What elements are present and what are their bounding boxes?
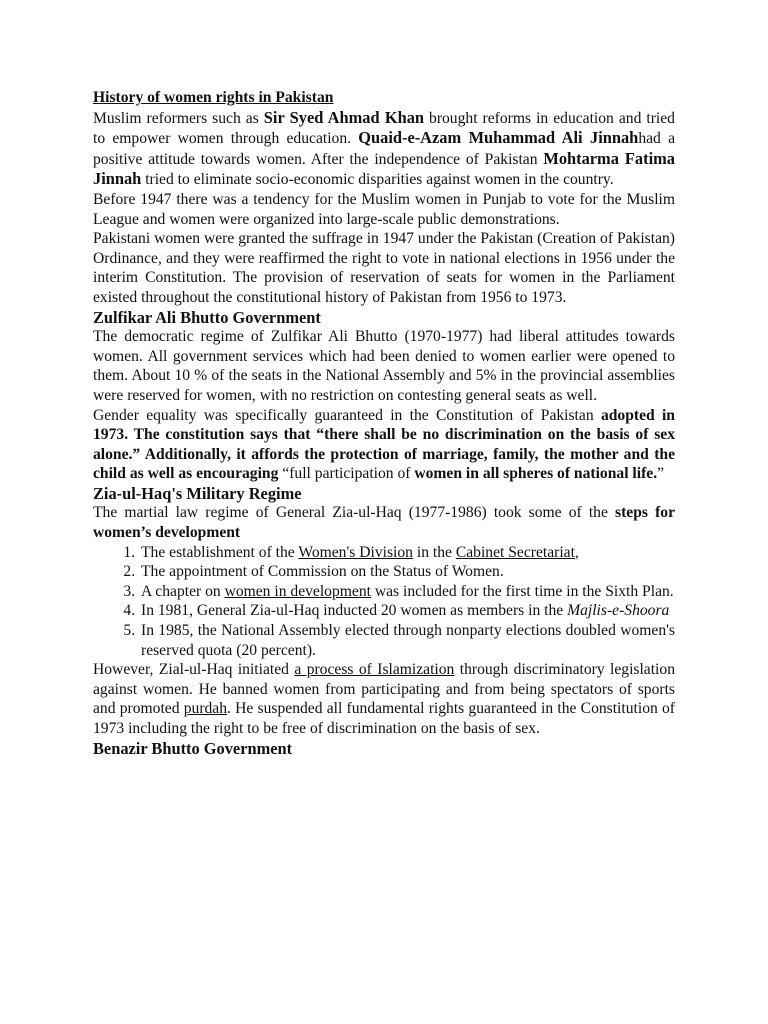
list-item: [139, 582, 675, 602]
text: Muslim reformers such as: [93, 109, 264, 127]
paragraph-before-1947: Before 1947 there was a tendency for the Muslim women in Punjab to vote for the Muslim League and women were organized into large-scale public demonstrations.: [93, 190, 675, 228]
text: tried to eliminate socio-economic disparities against women in the country.: [141, 171, 614, 189]
name-jinnah: Quaid-e-Azam Muhammad Ali Jinnah: [358, 128, 639, 148]
document-page: [93, 88, 675, 758]
heading-bhutto: Zulfikar Ali Bhutto Government: [93, 307, 321, 327]
text: “full participation of: [278, 465, 415, 483]
text: . He suspended all fundamental rights guaranteed in the Constitution of 1973 including the right to be free of discrimination on the basis of sex.: [93, 700, 675, 737]
text: Gender equality was specifically guaranteed in the Constitution of Pakistan: [93, 406, 601, 424]
paragraph-islamization: [93, 660, 675, 738]
list-item: 2. The appointment of Commission on the Status of Women.: [139, 562, 675, 582]
zia-steps-list: [93, 543, 675, 661]
heading-benazir: Benazir Bhutto Government: [93, 738, 293, 758]
list-item: [139, 543, 675, 563]
text: had a positive attitude towards women. After the independence of Pakistan: [93, 130, 675, 168]
paragraph-reformers: [93, 108, 675, 190]
text: However, Zial-ul-Haq initiated: [93, 661, 295, 679]
text: In 1981, General Zia-ul-Haq inducted 20 women as members in the: [141, 602, 568, 620]
constitution-quote: adopted in 1973. The constitution says that “there shall be no discrimination on the basis of sex alone.” Additionally, it affords the protection of marriage, family, the mother and the child as well as encouraging: [93, 406, 675, 483]
name-sir-syed: Sir Syed Ahmad Khan: [263, 107, 424, 127]
list-item: 5. In 1985, the National Assembly elected through nonparty elections doubled women's reserved quota (20 percent).: [139, 621, 675, 660]
text: was included for the first time in the Sixth Plan.: [370, 582, 674, 600]
link-islamization[interactable]: a process of Islamization: [294, 661, 455, 679]
link-women-in-development[interactable]: women in development: [224, 582, 371, 600]
heading-history-text: History of women rights in Pakistan: [93, 89, 334, 106]
text: The establishment of the: [141, 543, 299, 561]
paragraph-bhutto-regime: The democratic regime of Zulfikar Ali Bhutto (1970-1977) had liberal attitudes towards women. All government services which had been denied to women earlier were opened to them. About 10 % of the seats in the National Assembly and 5% in the provincial assemblies were reserved for women, with no restriction on contesting general seats as well.: [93, 328, 675, 404]
list-item: [139, 601, 675, 621]
text: ”: [657, 465, 665, 483]
paragraph-gender-equality: [93, 406, 675, 484]
link-purdah[interactable]: purdah: [183, 700, 228, 718]
text: ,: [574, 543, 579, 561]
paragraph-suffrage: Pakistani women were granted the suffrage in 1947 under the Pakistan (Creation of Pakistan) Ordinance, and they were reaffirmed the right to vote in national elections in 1956 under the interim Constitution. The provision of reservation of seats for women in the Parliament existed throughout the constitutional history of Pakistan from 1956 to 1973.: [93, 230, 675, 306]
text: brought reforms in education and tried to empower women through education.: [93, 109, 675, 148]
steps-phrase: steps for women’s development: [93, 504, 675, 542]
link-cabinet-secretariat[interactable]: Cabinet Secretariat: [455, 543, 575, 561]
text: through discriminatory legislation against women. He banned women from participating and from being spectators of sports and promoted: [93, 661, 675, 718]
heading-history: [93, 88, 675, 108]
constitution-quote-end: women in all spheres of national life.: [414, 465, 658, 483]
majlis-e-shoora: Majlis-e-Shoora: [567, 602, 670, 620]
name-fatima-jinnah: Mohtarma Fatima Jinnah: [93, 148, 675, 189]
heading-zia: Zia-ul-Haq's Military Regime: [93, 483, 302, 503]
text: The martial law regime of General Zia-ul-Haq (1977-1986) took some of the: [93, 504, 616, 522]
paragraph-zia-regime: [93, 503, 675, 542]
text: in the: [412, 543, 456, 561]
text: A chapter on: [141, 582, 225, 600]
link-womens-division[interactable]: Women's Division: [298, 543, 413, 561]
